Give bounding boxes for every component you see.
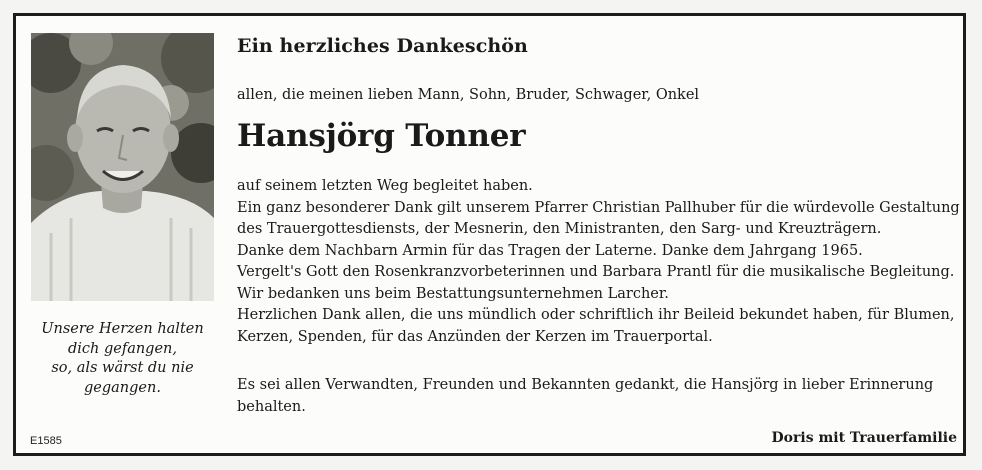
body-line: des Trauergottesdiensts, der Mesnerin, den Ministranten, den Sarg- und Kreuzträgern. <box>237 221 882 237</box>
closing-line: Es sei allen Verwandten, Freunden und Bekannten gedankt, die Hansjörg in lieber Erinnerung <box>237 377 934 393</box>
portrait-photo <box>31 33 214 301</box>
body-line: Danke dem Nachbarn Armin für das Tragen der Laterne. Danke dem Jahrgang 1965. <box>237 242 863 259</box>
quote-line: gegangen. <box>84 379 161 396</box>
quote-line: dich gefangen, <box>67 340 177 357</box>
body-line: Wir bedanken uns beim Bestattungsunternehmen Larcher. <box>237 285 669 302</box>
thanks-body <box>237 176 960 348</box>
body-line: Ein ganz besonderer Dank gilt unserem Pfarrer Christian Pallhuber für die würdevolle Gestaltung <box>237 199 960 216</box>
intro-text: allen, die meinen lieben Mann, Sohn, Bruder, Schwager, Onkel <box>237 87 700 103</box>
quote-line: Unsere Herzen halten <box>41 321 204 337</box>
body-line: Vergelt's Gott den Rosenkranzvorbeterinnen und Barbara Prantl für die musikalische Begleitung. <box>237 264 955 280</box>
closing-paragraph <box>237 375 957 418</box>
signature: Doris mit Trauerfamilie <box>771 430 957 446</box>
page-title: Ein herzliches Dankeschön <box>237 35 528 57</box>
ad-code: E1585 <box>30 435 62 447</box>
closing-line: behalten. <box>237 398 306 415</box>
memorial-quote <box>31 320 214 398</box>
deceased-name: Hansjörg Tonner <box>237 118 526 154</box>
quote-line: so, als wärst du nie <box>51 360 194 376</box>
obituary-card <box>13 13 966 456</box>
body-line: Kerzen, Spenden, für das Anzünden der Kerzen im Trauerportal. <box>237 328 713 345</box>
body-line: auf seinem letzten Weg begleitet haben. <box>237 178 533 194</box>
body-line: Herzlichen Dank allen, die uns mündlich oder schriftlich ihr Beileid bekundet haben, für Blumen, <box>237 307 955 323</box>
